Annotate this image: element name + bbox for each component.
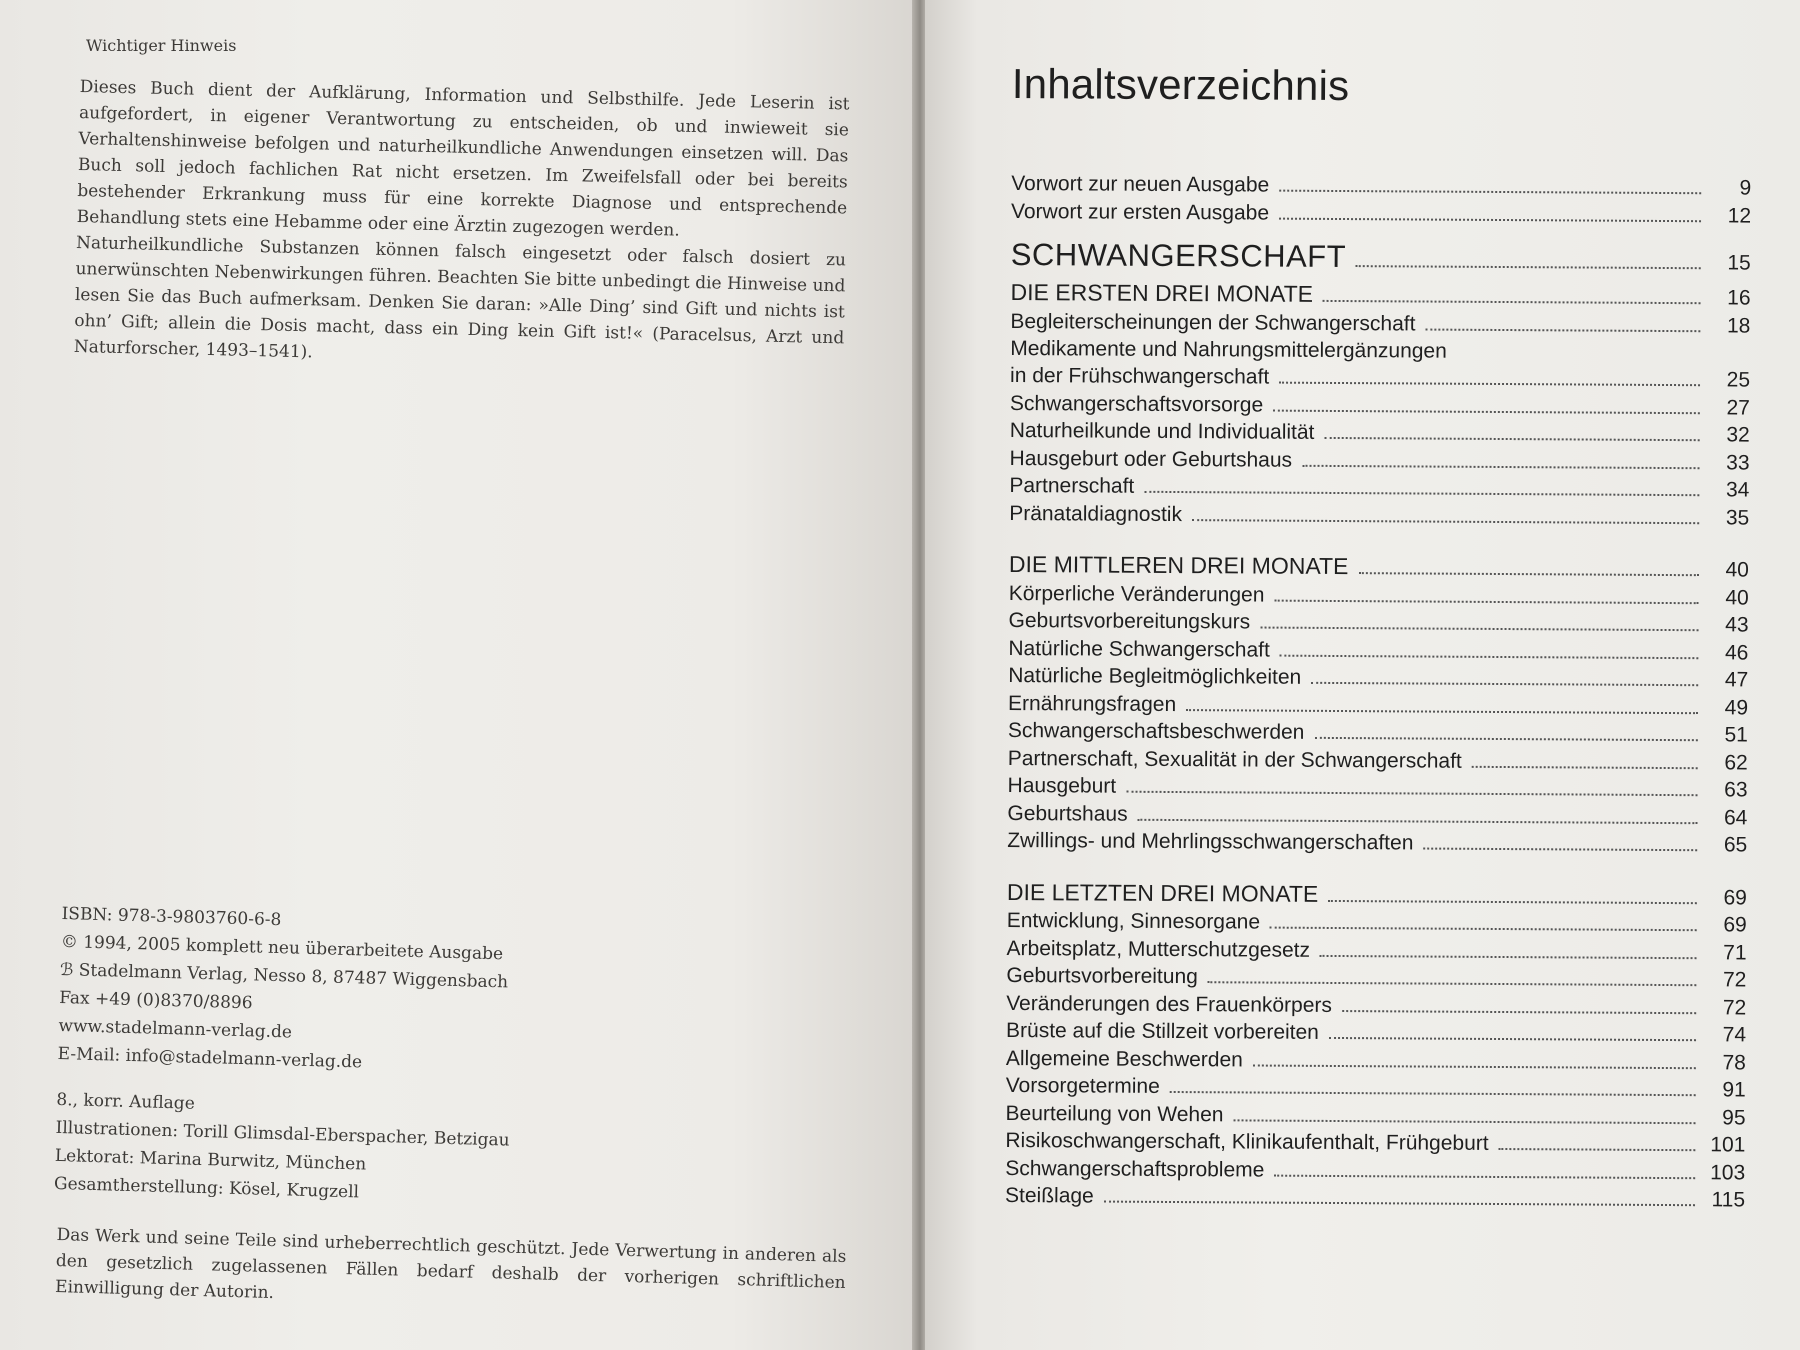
illustrations-credit: Illustrationen: Torill Glimsdal-Eberspacher, Betzigau: [55, 1117, 510, 1151]
toc-entry-first-line: Medikamente und Nahrungsmittelergänzungen: [1010, 336, 1447, 363]
toc-entry: Steißlage 115: [1004, 1183, 1746, 1212]
toc-entry: Veränderungen des Frauenkörpers 72: [1006, 991, 1747, 1020]
copyright-notice: Das Werk und seine Teile sind urheberrechtlich geschützt. Jede Verwertung in anderen als den gesetzlich zugelassenen Fällen bedarf deshalb der vorherigen schriftlichen Einwilligung der Autorin.: [54, 1224, 847, 1304]
toc-section-heading: DIE MITTLEREN DREI MONATE 40: [1008, 550, 1749, 582]
page-header: Wichtiger Hinweis: [86, 36, 237, 55]
toc-entry: Schwangerschaftsprobleme 103: [1005, 1156, 1746, 1184]
imprint: [54, 900, 662, 1215]
toc-part-heading: SCHWANGERSCHAFT 15: [1010, 236, 1751, 275]
toc-entry: Schwangerschaftsbeschwerden 51: [1007, 718, 1748, 747]
disclaimer-text: [74, 74, 850, 377]
toc-entry: Risikoschwangerschaft, Klinikaufenthalt, Frühgeburt 101: [1005, 1128, 1746, 1157]
toc-section-heading: DIE ERSTEN DREI MONATE 16: [1010, 278, 1751, 310]
edition: 8., korr. Auflage: [56, 1089, 196, 1114]
toc-entry: Allgemeine Beschwerden 78: [1005, 1046, 1746, 1075]
toc-title: Inhaltsverzeichnis: [1011, 60, 1350, 110]
toc-entry: Geburtsvorbereitung 72: [1006, 963, 1747, 992]
table-of-contents: [1005, 60, 1752, 1214]
toc-entry: Natürliche Begleitmöglichkeiten 47: [1008, 663, 1749, 692]
fax: Fax +49 (0)8370/8896: [58, 987, 253, 1014]
disclaimer-paragraph: Dieses Buch dient der Aufklärung, Information und Selbsthilfe. Jede Leserin ist aufgefordert, in eigener Verantwortung zu entscheiden, ob und inwieweit sie Verhaltenshinweise befolgen und naturheilkundliche Anwendungen einsetzen will. Das Buch soll jedoch fachlichen Rat nicht ersetzen. Im Zweifelsfall oder bei bereits bestehender Erkrankung muss für eine korrekte Diagnose und entsprechende Behandlung stets eine Hebamme oder eine Ärztin zugezogen werden.: [76, 76, 850, 241]
toc-entry: Beurteilung von Wehen 95: [1005, 1101, 1746, 1130]
toc-entry: Partnerschaft 34: [1009, 473, 1750, 502]
website: www.stadelmann-verlag.de: [58, 1015, 293, 1043]
copyright-line: © 1994, 2005 komplett neu überarbeitete Ausgabe: [60, 931, 504, 965]
toc-entry: Geburtsvorbereitungskurs 43: [1008, 608, 1749, 637]
toc-entry: Partnerschaft, Sexualität in der Schwangerschaft 62: [1007, 746, 1748, 775]
disclaimer-paragraph: Naturheilkundliche Substanzen können falsch eingesetzt oder falsch dosiert zu unerwünschten Nebenwirkungen führen. Beachten Sie bitte unbedingt die Hinweise und lesen Sie das Buch aufmerksam. Denken Sie daran: »Alle Ding’ sind Gift und nichts ist ohn’ Gift; allein die Dosis macht, dass ein Ding kein Gift ist!« (Paracelsus, Arzt und Naturforscher, 1493–1541).: [73, 232, 847, 363]
toc-entry: Entwicklung, Sinnesorgane 69: [1006, 908, 1747, 937]
publisher-address: ℬ Stadelmann Verlag, Nesso 8, 87487 Wiggensbach: [59, 959, 509, 993]
toc-entry: Natürliche Schwangerschaft 46: [1008, 636, 1749, 665]
editor-credit: Lektorat: Marina Burwitz, München: [54, 1145, 367, 1175]
toc-entry: Pränataldiagnostik 35: [1009, 501, 1750, 530]
toc-entry: Brüste auf die Stillzeit vorbereiten 74: [1006, 1018, 1747, 1047]
toc-entry: Hausgeburt oder Geburtshaus 33: [1009, 446, 1750, 475]
toc-entry: Vorwort zur neuen Ausgabe 9: [1011, 171, 1752, 200]
toc-entry: Begleiterscheinungen der Schwangerschaft 18: [1010, 309, 1751, 338]
toc-entry: Naturheilkunde und Individualität 32: [1009, 418, 1750, 447]
toc-entry: Geburtshaus 64: [1007, 801, 1748, 830]
production-credit: Gesamtherstellung: Kösel, Krugzell: [53, 1173, 360, 1203]
isbn: ISBN: 978-3-9803760-6-8: [61, 903, 282, 931]
toc-entry: Vorwort zur ersten Ausgabe 12: [1011, 199, 1752, 228]
toc-section-heading: DIE LETZTEN DREI MONATE 69: [1006, 878, 1747, 910]
email: E-Mail: info@stadelmann-verlag.de: [57, 1043, 363, 1073]
toc-entry: Arbeitsplatz, Mutterschutzgesetz 71: [1006, 936, 1747, 965]
toc-entry: Zwillings- und Mehrlingsschwangerschaften 65: [1007, 828, 1748, 857]
toc-entry: in der Frühschwangerschaft 25: [1010, 363, 1751, 392]
toc-entry: Hausgeburt 63: [1007, 773, 1748, 802]
toc-entry: Körperliche Veränderungen 40: [1008, 581, 1749, 610]
toc-entry: Ernährungsfragen 49: [1008, 691, 1749, 720]
toc-entry: Vorsorgetermine 91: [1005, 1073, 1746, 1102]
toc-entry: Schwangerschaftsvorsorge 27: [1009, 391, 1750, 420]
